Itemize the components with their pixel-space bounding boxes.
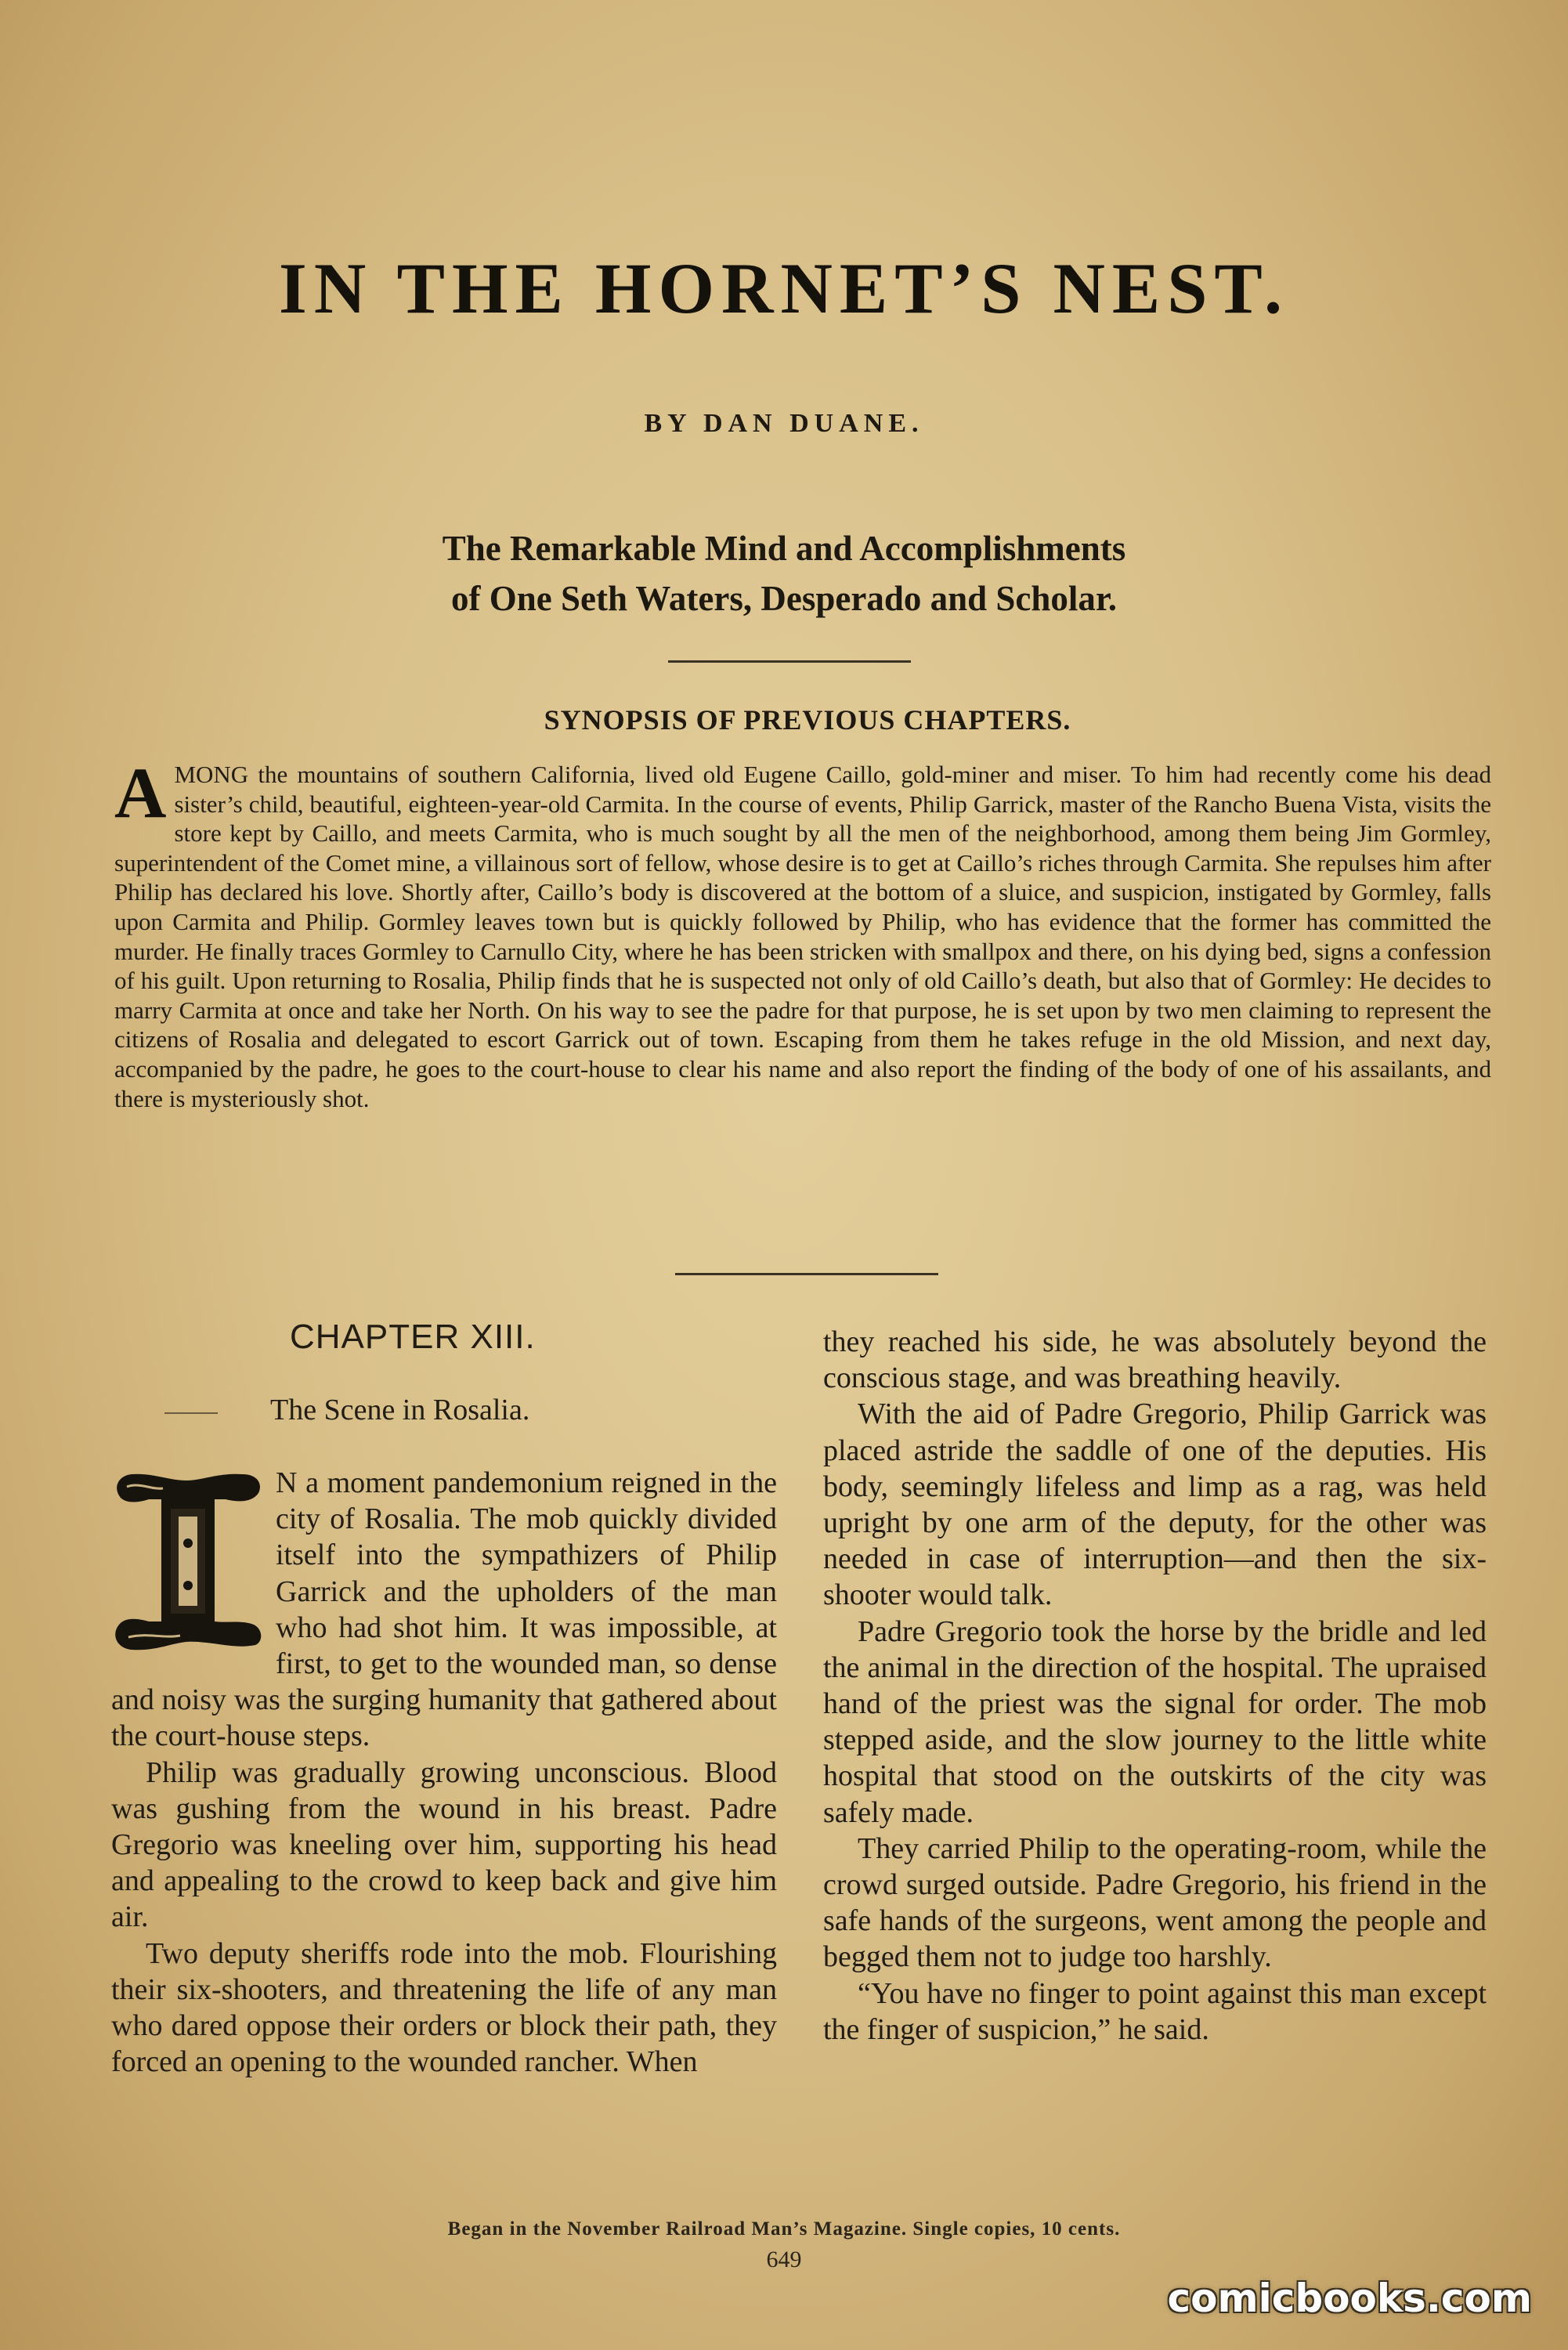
byline: BY DAN DUANE.	[644, 409, 924, 438]
watermark: comicbooks.com	[1167, 2276, 1532, 2321]
ornate-dropcap-i-icon	[108, 1468, 265, 1653]
right-column	[823, 1324, 1487, 2048]
synopsis-paragraph	[114, 753, 1491, 1113]
footer-note: Began in the November Railroad Man’s Magazine. Single copies, 10 cents.	[447, 2218, 1121, 2240]
page-number: 649	[766, 2247, 802, 2272]
chapter-number: CHAPTER XIII.	[290, 1318, 536, 1356]
paragraph: “You have no finger to point against this man except the finger of suspicion,” he said.	[823, 1976, 1487, 2046]
left-column	[111, 1465, 777, 2080]
paragraph: Two deputy sheriffs rode into the mob. Flourishing their six-shooters, and threatening the life of any man who dared oppose their orders or block their path, they forced an opening to the wounded rancher. When	[111, 1936, 777, 2079]
divider-rule	[675, 1273, 938, 1275]
subtitle-line-2: of One Seth Waters, Desperado and Scholar.	[450, 579, 1118, 618]
paragraph: They carried Philip to the operating-room, while the crowd surged outside. Padre Gregorio, his friend in the safe hands of the surgeons, went among the people and begged them not to judge too harshly.	[823, 1831, 1487, 1974]
synopsis-text: MONG the mountains of southern California, lived old Eugene Caillo, gold-miner and miser. To him had recently come his dead sister’s child, beautiful, eighteen-year-old Carmita. In the course of events, Philip Garrick, master of the Rancho Buena Vista, visits the store kept by Caillo, and meets Carmita, who is much sought by all the men of the neighborhood, among them being Jim Gormley, superintendent of the Comet mine, a villainous sort of fellow, whose desire is to get at Caillo’s riches through Carmita. She repulses him after Philip has declared his love. Shortly after, Caillo’s body is discovered at the bottom of a sluice, and suspicion, instigated by Gormley, falls upon Carmita and Philip. Gormley leaves town but is quickly followed by Philip, who has evidence that the former has committed the murder. He finally traces Gormley to Carnullo City, where he has been stricken with smallpox and there, on his dying bed, signs a confession of his guilt. Upon returning to Rosalia, Philip finds that he is suspected not only of old Caillo’s death, but also that of Gormley: He decides to marry Carmita at once and take her North. On his way to see the padre for that purpose, he is set upon by two men claiming to represent the citizens of Rosalia and delegated to escort Garrick out of town. Escaping from them he takes refuge in the old Mission, and next day, accompanied by the padre, he goes to the court-house to clear his name and also report the finding of the body of one of his assailants, and there is mysteriously shot.	[114, 761, 1491, 1112]
synopsis-dropcap: A	[114, 753, 167, 833]
story-title: IN THE HORNET’S NEST.	[279, 248, 1289, 328]
paragraph: With the aid of Padre Gregorio, Philip Garrick was placed astride the saddle of one of the deputies. His body, seemingly lifeless and limp as a rag, was held upright by one arm of the deputy, for the other was needed in case of interruption—and then the six-shooter would talk.	[823, 1397, 1487, 1612]
decorative-dash	[164, 1412, 218, 1414]
subtitle-line-1: The Remarkable Mind and Accomplishments	[442, 529, 1126, 568]
paragraph: they reached his side, he was absolutely beyond the conscious stage, and was breathing heavily.	[823, 1325, 1487, 1395]
chapter-subtitle: The Scene in Rosalia.	[270, 1394, 530, 1426]
paragraph: Philip was gradually growing unconscious. Blood was gushing from the wound in his breast. Padre Gregorio was kneeling over him, supporting his head and appealing to the crowd to keep back and give him air.	[111, 1755, 777, 1934]
synopsis-heading: SYNOPSIS OF PREVIOUS CHAPTERS.	[544, 704, 1071, 736]
story-subtitle	[0, 523, 1568, 624]
paragraph: Padre Gregorio took the horse by the bridle and led the animal in the direction of the hospital. The upraised hand of the priest was the signal for order. The mob stepped aside, and the slow journey to the little white hospital that stood on the outskirts of the city was safely made.	[823, 1614, 1487, 1829]
paragraph: N a moment pandemonium reigned in the city of Rosalia. The mob quickly divided itself into the sympathizers of Philip Garrick and the upholders of the man who had shot him. It was impossible, at first, to get to the wounded man, so dense and noisy was the surging humanity that gathered about the court-house steps.	[111, 1466, 777, 1753]
divider-rule	[668, 660, 911, 663]
